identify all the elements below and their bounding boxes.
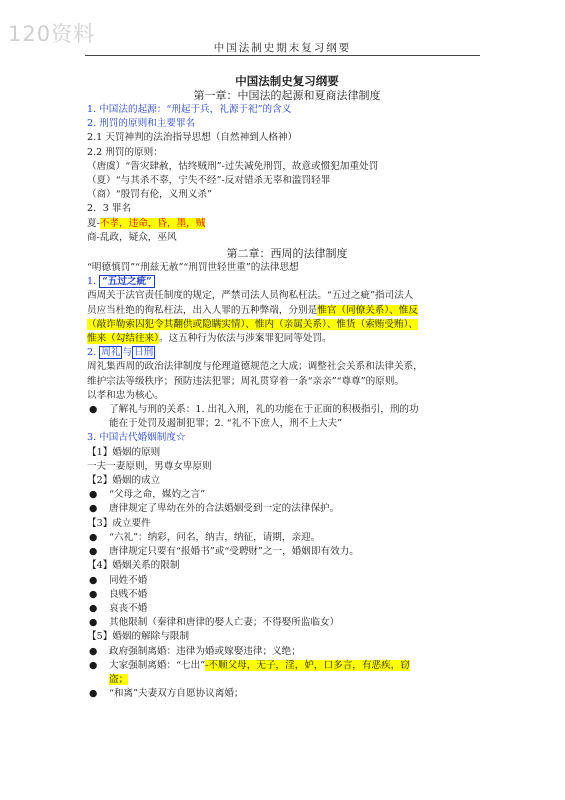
wuguo-text: 。这五种行为依法与涉案罪犯同等处罚。 — [158, 333, 332, 345]
subsection-2-2: 2.2 刑罚的原则： — [87, 146, 163, 158]
marriage-subhead-4: 【4】婚姻关系的限制 — [87, 560, 180, 572]
document-title: 中国法制史复习纲要 — [235, 74, 339, 88]
marriage-principle-text: 一夫一妻原则，男尊女卑原则 — [87, 460, 212, 472]
zhouli-box: 周礼 — [101, 347, 121, 359]
bullet-icon: ● — [89, 503, 98, 515]
marriage-subhead-2: 【2】婚姻的成立 — [87, 475, 161, 487]
list-item-text: 唐律规定只要有“报婚书”或“受聘财”之一，婚姻即有效力。 — [109, 546, 359, 558]
bullet-icon: ● — [89, 546, 98, 558]
list-item-continuation — [87, 673, 487, 687]
chapter-2-heading: 第二章：西周的法律制度 — [226, 247, 348, 261]
bullet-icon: ● — [89, 588, 98, 600]
list-item — [87, 545, 487, 559]
watermark-logo: 120资料 — [8, 22, 96, 46]
wuguo-highlight: 惟官（同僚关系）、惟反 — [317, 304, 418, 316]
bullet-icon: ● — [89, 617, 98, 629]
wuguo-para-line-2 — [87, 304, 487, 318]
xia-crimes-highlight: 不孝，违命，昏，墨，贼 — [99, 217, 206, 229]
list-item — [87, 588, 487, 602]
list-item-text: 政府强制离婚：违律为婚或嫁娶违律；义绝； — [109, 645, 301, 657]
lixing-para-line-3: 以孝和忠为核心。 — [87, 389, 164, 401]
list-item — [87, 659, 487, 673]
section-origin: 1. 中国法的起源：“刑起于兵，礼源于祀”的含义 — [87, 104, 292, 115]
list-item-text: “和离”夫妻双方自愿协议离婚； — [109, 688, 244, 700]
bullet-icon: ● — [89, 688, 98, 700]
wuguo-para-line-1: 西周关于法官责任制度的规定，严禁司法人员徇私枉法。“五过之疵”指司法人 — [87, 290, 414, 302]
list-item — [87, 531, 487, 545]
legal-thought-line: “明德慎罚”“刑兹无赦”“刑罚世轻世重”的法律思想 — [87, 262, 299, 274]
list-item — [87, 602, 487, 616]
bullet-icon: ● — [89, 659, 98, 671]
list-item — [87, 488, 487, 502]
section-number: 2. — [87, 347, 100, 359]
conjunction: 与 — [122, 347, 132, 359]
running-header: 中国法制史期末复习纲要 — [213, 42, 352, 54]
list-item-text: 良贱不婚 — [109, 588, 148, 600]
xia-prefix: 夏- — [87, 217, 100, 229]
seven-grounds-highlight: -不顺父母，无子，淫，妒，口多言，有恶疾，窃 — [205, 659, 410, 671]
lixing-para-line-1: 周礼集西周的政治法律制度与伦理道德规范之大成；调整社会关系和法律关系， — [87, 361, 423, 373]
list-item — [87, 502, 487, 516]
section-wuguo — [87, 275, 487, 289]
marriage-subhead-5: 【5】婚姻的解除与限制 — [87, 631, 190, 643]
wuguo-title-box: “五过之疵” — [99, 275, 154, 288]
list-item-text: “六礼”：纳彩，问名，纳吉，纳征，请期，亲迎。 — [109, 531, 321, 543]
principle-shang: （商）“殷罚有伦，义刑义杀” — [87, 189, 212, 201]
list-item — [87, 645, 487, 659]
wuguo-highlight: （敲诈勒索囚犯令其翻供或隐瞒实情）、惟内（亲属关系）、惟货（索贿受贿）、 — [87, 318, 418, 330]
list-item-text: 大家强制离婚：“七出” — [109, 659, 206, 671]
rixing-box: 日刑 — [133, 347, 154, 359]
principle-xia: （夏）“与其杀不辜，宁失不经”-反对错杀无辜和滥罚轻罪 — [87, 175, 331, 187]
bullet-icon: ● — [89, 602, 98, 614]
lixing-para-line-2: 维护宗法等级秩序；预防违法犯罪；周礼贯穿着一条“亲亲”“尊尊”的原则。 — [87, 375, 405, 387]
header-rule — [85, 55, 480, 56]
marriage-subhead-1: 【1】婚姻的原则 — [87, 446, 161, 458]
wuguo-highlight: 惟来（勾结往来） — [87, 333, 159, 345]
section-marriage: 3. 中国古代婚姻制度☆ — [87, 432, 186, 444]
list-item-text: 唐律规定了卑幼在外的合法婚姻受到一定的法律保护。 — [109, 503, 340, 515]
list-item — [87, 574, 487, 588]
subsection-2-1: 2.1 天罚神判的法治指导思想（自然神到人格神） — [87, 132, 298, 144]
section-number: 1. — [87, 276, 100, 288]
section-li-xing — [87, 346, 487, 360]
principle-tangyu: （唐虞）“眚灾肆赦，怙终贼刑”-过失减免刑罚，故意或惯犯加重处罚 — [87, 160, 379, 172]
list-item-text: “父母之命，媒妁之言” — [109, 489, 206, 501]
marriage-subhead-3: 【3】成立要件 — [87, 517, 151, 529]
list-item-text: 其他限制（秦律和唐律的娶人亡妻；不得娶所监临女） — [109, 617, 340, 629]
document-body — [87, 74, 487, 701]
bullet-icon: ● — [89, 489, 98, 501]
bullet-icon: ● — [89, 645, 98, 657]
chapter-1-heading: 第一章：中国法的起源和夏商法律制度 — [193, 89, 381, 102]
list-item — [87, 687, 487, 701]
list-item — [87, 403, 487, 417]
bullet-icon: ● — [89, 404, 98, 416]
list-item — [87, 616, 487, 630]
section-punishment: 2. 刑罚的原则和主要罪名 — [87, 118, 196, 130]
wuguo-para-line-4 — [87, 332, 487, 346]
list-item-text: 了解礼与刑的关系：1. 出礼入刑，礼的功能在于正面的积极指引，刑的功 — [109, 404, 419, 416]
list-item-text: 同姓不婚 — [109, 574, 148, 586]
bullet-icon: ● — [89, 531, 98, 543]
wuguo-para-line-3 — [87, 318, 487, 332]
list-item-text: 哀丧不婚 — [109, 602, 148, 614]
shang-crimes-line: 商-乱政，疑众，巫风 — [87, 231, 177, 243]
subsection-2-3: 2．3 罪名 — [87, 203, 132, 215]
list-item-continuation: 能在于处罚及遏制犯罪；2. “礼不下庶人，刑不上大夫” — [109, 418, 343, 430]
xia-crimes-line — [87, 217, 487, 231]
wuguo-text: 员应当杜绝的徇私枉法，出入人罪的五种弊端，分别是 — [87, 304, 318, 316]
seven-grounds-highlight: 盗； — [109, 673, 129, 685]
bullet-icon: ● — [89, 574, 98, 586]
